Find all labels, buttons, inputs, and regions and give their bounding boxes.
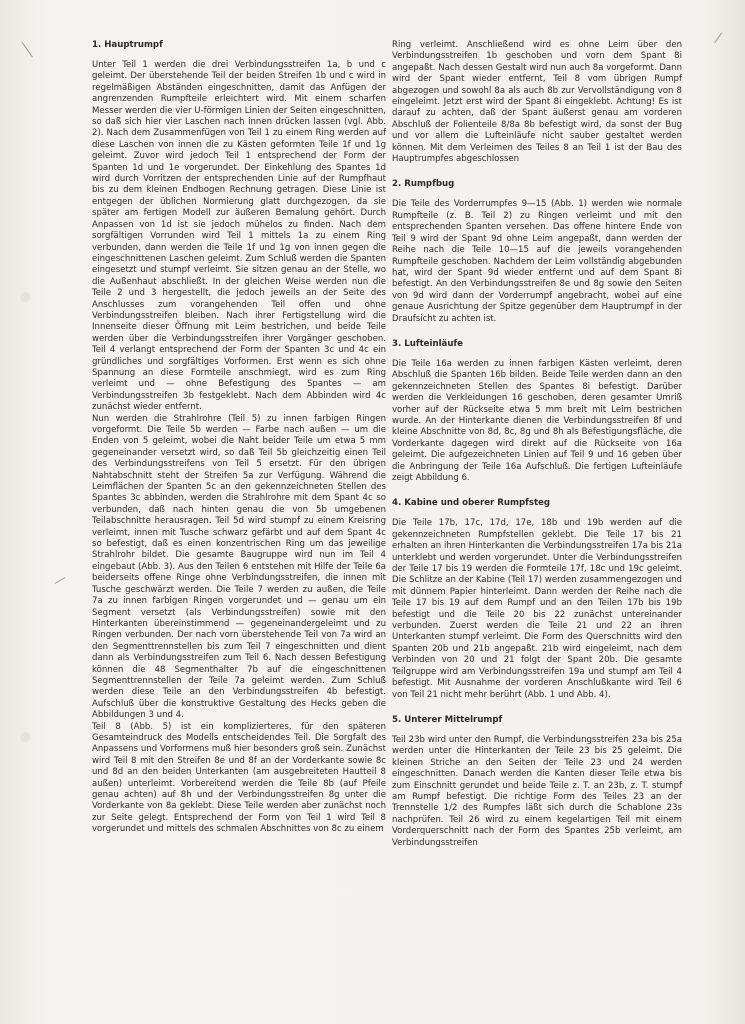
paragraph: Teil 8 (Abb. 5) ist ein komplizierteres, für den späteren Gesamteindruck des Modells entscheidendes Teil. Die Sorgfalt des Anpassens und Vorformens muß hier besonders groß sein. Zunächst wird Teil 8 mit den Streifen 8e und 8f an der Vorderkante sowie 8c und 8d an den beiden Unterkanten (am ausgebreiteten Hautteil 8 außen) unterleimt. Vorbereitend werden die Teile 8b (auf Pfeile genau achten) auf 8h und der Verbindungsstreifen 8g unter die Vorderkante von 8a geklebt. Diese Teile werden aber zunächst noch zur Seite gelegt. Entsprechend der Form von Teil 1 wird Teil 8 vorgerundet und mittels des schmalen Abschnittes von 8c zu einem	[92, 721, 386, 835]
punch-hole	[20, 292, 30, 302]
right-column	[392, 40, 682, 849]
paragraph: Unter Teil 1 werden die drei Verbindungsstreifen 1a, b und c geleimt. Der überstehende Teil der beiden Streifen 1b und c wird in regelmäßigen Abständen eingeschnitten, damit das Anfügen der angrenzenden Rumpfteile erleichtert wird. Mit einem scharfen Messer werden die vier U-förmigen Linien der Seiten eingeschnitten, so daß sich hier vier Laschen nach innen drücken lassen (vgl. Abb. 2). Nach dem Zusammenfügen von Teil 1 zu einem Ring werden auf diese Laschen von innen die zu Kästen geformten Teile 1f und 1g geleimt. Zuvor wird jedoch Teil 1 entsprechend der Form der Spanten 1d und 1e vorgerundet. Der Einkehlung des Spantes 1d wird durch Vorritzen der entsprechenden Linie auf der Rumpfhaut bis zu dem kleinen Endbogen Rechnung getragen. Diese Linie ist entgegen der üblichen Normierung glatt durchgezogen, da sie später am fertigen Modell zur äußeren Bemalung gehört. Durch Anpassen von 1d ist sie jedoch mühelos zu finden. Nach dem sorgfältigen Vorrunden wird Teil 1 mittels 1a zu einem Ring verbunden, dann werden die Teile 1f und 1g von innen gegen die eingeschnittenen Laschen geleimt. Zum Schluß werden die Spanten eingesetzt und stumpf verleimt. Sie sitzen genau an der Stelle, wo die Außenhaut abschließt. In der gleichen Weise werden nun die Teile 2 und 3 hergestellt, die jedoch jeweils an der Seite des Anschlusses zum vorangehenden Teil offen und ohne Verbindungsstreifen bleiben. Nach ihrer Fertigstellung wird die Innenseite dieser Öffnung mit Leim bestrichen, und beide Teile werden über die Verbindungsstreifen ihrer Vorgänger geschoben. Teil 4 verlangt entsprechend der Form der Spanten 3c und 4c ein gründliches und sorgfältiges Vorformen. Erst wenn es sich ohne Spannung an diese Formteile anschmiegt, wird es zum Ring verleimt und — ohne Befestigung des Spantes — am Verbindungsstreifen 3b festgeklebt. Nach dem Abbinden wird 4c zunächst wieder entfernt.	[92, 60, 386, 413]
section-heading: 3. Lufteinläufe	[392, 338, 463, 349]
section-heading: 1. Hauptrumpf	[92, 40, 163, 50]
section-heading: 5. Unterer Mittelrumpf	[392, 714, 503, 725]
paragraph: Die Teile 17b, 17c, 17d, 17e, 18b und 19b werden auf die gekennzeichneten Rumpfstellen geklebt. Die Teile 17 bis 21 erhalten an ihren Hinterkanten die Verbindungsstreifen 17a bis 21a unterklebt und werden vorgerundet. Unter die Verbindungsstreifen der Teile 17 bis 19 werden die Formteile 17f, 18c und 19c geleimt. Die Schlitze an der Kabine (Teil 17) werden zusammengezogen und mit dünnem Papier hinterleimt. Dann werden der Reihe nach die Teile 17 bis 19 auf dem Rumpf und an den Teilen 17b bis 19b befestigt und die Teile 20 bis 22 zunächst untereinander verbunden. Zuerst werden die Teile 21 und 22 an ihren Unterkanten stumpf verleimt. Die Form des Querschnitts wird den Spanten 20b und 21b angepaßt. 21b wird eingeleimt, nach dem Verbinden von 20 und 21 folgt der Spant 20b. Die gesamte Teilgruppe wird am Verbindungsstreifen 19a und stumpf am Teil 4 befestigt. Mit Ausnahme der vorderen Anschlußkante wird Teil 6 von Teil 21 nicht mehr berührt (Abb. 1 und Abb. 4).	[392, 518, 682, 700]
left-column	[92, 40, 386, 836]
paragraph: Die Teile 16a werden zu innen farbigen Kästen verleimt, deren Abschluß die Spanten 16b bilden. Beide Teile werden dann an den gekennzeichneten Stellen des Spantes 8i befestigt. Darüber werden die Verkleidungen 16 geschoben, deren gesamter Umriß vorher auf der Rückseite etwa 5 mm breit mit Leim bestrichen wurde. An der Hinterkante dienen die Verbindungsstreifen 8f und kleine Abschnitte von 8d, 8c, 8g und 8h als Befestigungsfläche, die Vorderkante dagegen wird direkt auf die Rückseite von 16a geleimt. Die aufgezeichneten Linien auf Teil 9 und 16 geben über die Anbringung der Teile 16a Aufschluß. Die fertigen Lufteinläufe zeigt Abbildung 6.	[392, 358, 682, 483]
paragraph: Die Teile des Vorderrumpfes 9—15 (Abb. 1) werden wie normale Rumpfteile (z. B. Teil 2) zu Ringen verleimt und mit den entsprechenden Spanten versehen. Das offene hintere Ende von Teil 9 wird der Spant 9d ohne Leim angepaßt, dann werden der Reihe nach die Teile 10—15 auf die jeweils vorangehenden Rumpfteile geschoben. Nachdem der Leim vollständig abgebunden hat, wird der Spant 9d wieder entfernt und auf dem Spant 8i befestigt. An den Verbindungsstreifen 8e und 8g sowie den Seiten von 9d wird dann der Vorderrumpf angebracht, wobei auf eine genaue Ausrichtung der Spitze gegenüber dem Hauptrumpf in der Draufsicht zu achten ist.	[392, 199, 682, 324]
paragraph: Teil 23b wird unter den Rumpf, die Verbindungsstreifen 23a bis 25a werden unter die Hinterkanten der Teile 23 bis 25 geleimt. Die kleinen Striche an den Seiten der Teile 23 und 24 werden eingeschnitten. Danach werden die Kanten dieser Teile etwa bis zum Einschnitt gerundet und beide Teile z. T. an 23b, z. T. stumpf am Rumpf befestigt. Die richtige Form des Teiles 23 an der Trennstelle 1/2 des Rumpfes läßt sich durch die Schablone 23s nachprüfen. Teil 26 wird zu einem kegelartigen Teil mit einem Vorderquerschnitt nach der Form des Spantes 25b verleimt, am Verbindungsstreifen	[392, 734, 682, 848]
paragraph: Ring verleimt. Anschließend wird es ohne Leim über den Verbindungsstreifen 1b geschoben und vorn dem Spant 8i angepaßt. Nach dessen Gestalt wird nun auch 8a vorgeformt. Dann wird der Spant wieder entfernt, Teil 8 vom übrigen Rumpf abgezogen und sowohl 8a als auch 8b zur Vervollständigung von 8 eingeleimt. Jetzt erst wird der Spant 8i eingeklebt. Achtung! Es ist darauf zu achten, daß der Spant äußerst genau am vorderen Abschluß der Folienteile 8/8a 8b befestigt wird, da sonst der Bug und vor allem die Lufteinläufe nicht sauber gestaltet werden können. Mit dem Verleimen des Teiles 8 an Teil 1 ist der Bau des Hauptrumpfes abgeschlossen	[392, 40, 682, 165]
section-heading: 2. Rumpfbug	[392, 179, 455, 190]
paragraph: Nun werden die Strahlrohre (Teil 5) zu innen farbigen Ringen vorgeformt. Die Teile 5b werden — Farbe nach außen — um die Enden von 5 geleimt, wobei die Naht beider Teile um etwa 5 mm gegeneinander versetzt wird, so daß Teil 5b gleichzeitig einen Teil des Verbindungsstreifens von Teil 5 ersetzt. Für den übrigen Nahtabschnitt steht der Streifen 5a zur Verfügung. Während die Leimflächen der Spanten 5c an den gekennzeichneten Stellen des Spantes 3c abbinden, werden die Strahlrohre mit dem Spant 4c so verbunden, daß nach hinten genau die von 5b umgebenen Teilabschnitte herausragen. Teil 5d wird stumpf zu einem Kreisring verleimt, innen mit Tusche schwarz gefärbt und auf dem Spant 4c so befestigt, daß es einen konzentrischen Ring um das jeweilige Strahlrohr bildet. Die gesamte Baugruppe wird nun im Teil 4 eingebaut (Abb. 3). Aus den Teilen 6 entstehen mit Hilfe der Teile 6a beiderseits offene Ringe ohne Verbindungsstreifen, die innen mit Tusche geschwärzt werden. Die Teile 7 werden zu außen, die Teile 7a zu innen farbigen Ringen vorgerundet und — genau um ein Segment versetzt (als Verbindungsstreifen) sowie mit den Hinterkanten übereinstimmend — gegeneinandergeleimt und zu Ringen verbunden. Der nach vorn überstehende Teil von 7a wird an den Segmenttrennstellen bis zum Teil 7 eingeschnitten und dient dann als Verbindungsstreifen zum Teil 6. Nach dessen Befestigung können die 48 Segmenthalter 7b auf die eingeschnittenen Segmenttrennstellen der Teile 7a geleimt werden. Zum Schluß werden diese Teile an den Verbindungsstreifen 4b befestigt. Aufschluß über die konstruktive Gestaltung des Hecks geben die Abbildungen 3 und 4.	[92, 413, 386, 721]
scan-mark	[22, 36, 41, 57]
section-heading: 4. Kabine und oberer Rumpfsteg	[392, 498, 551, 509]
punch-hole	[20, 732, 30, 742]
scan-mark	[714, 33, 728, 48]
scan-mark	[55, 577, 66, 584]
